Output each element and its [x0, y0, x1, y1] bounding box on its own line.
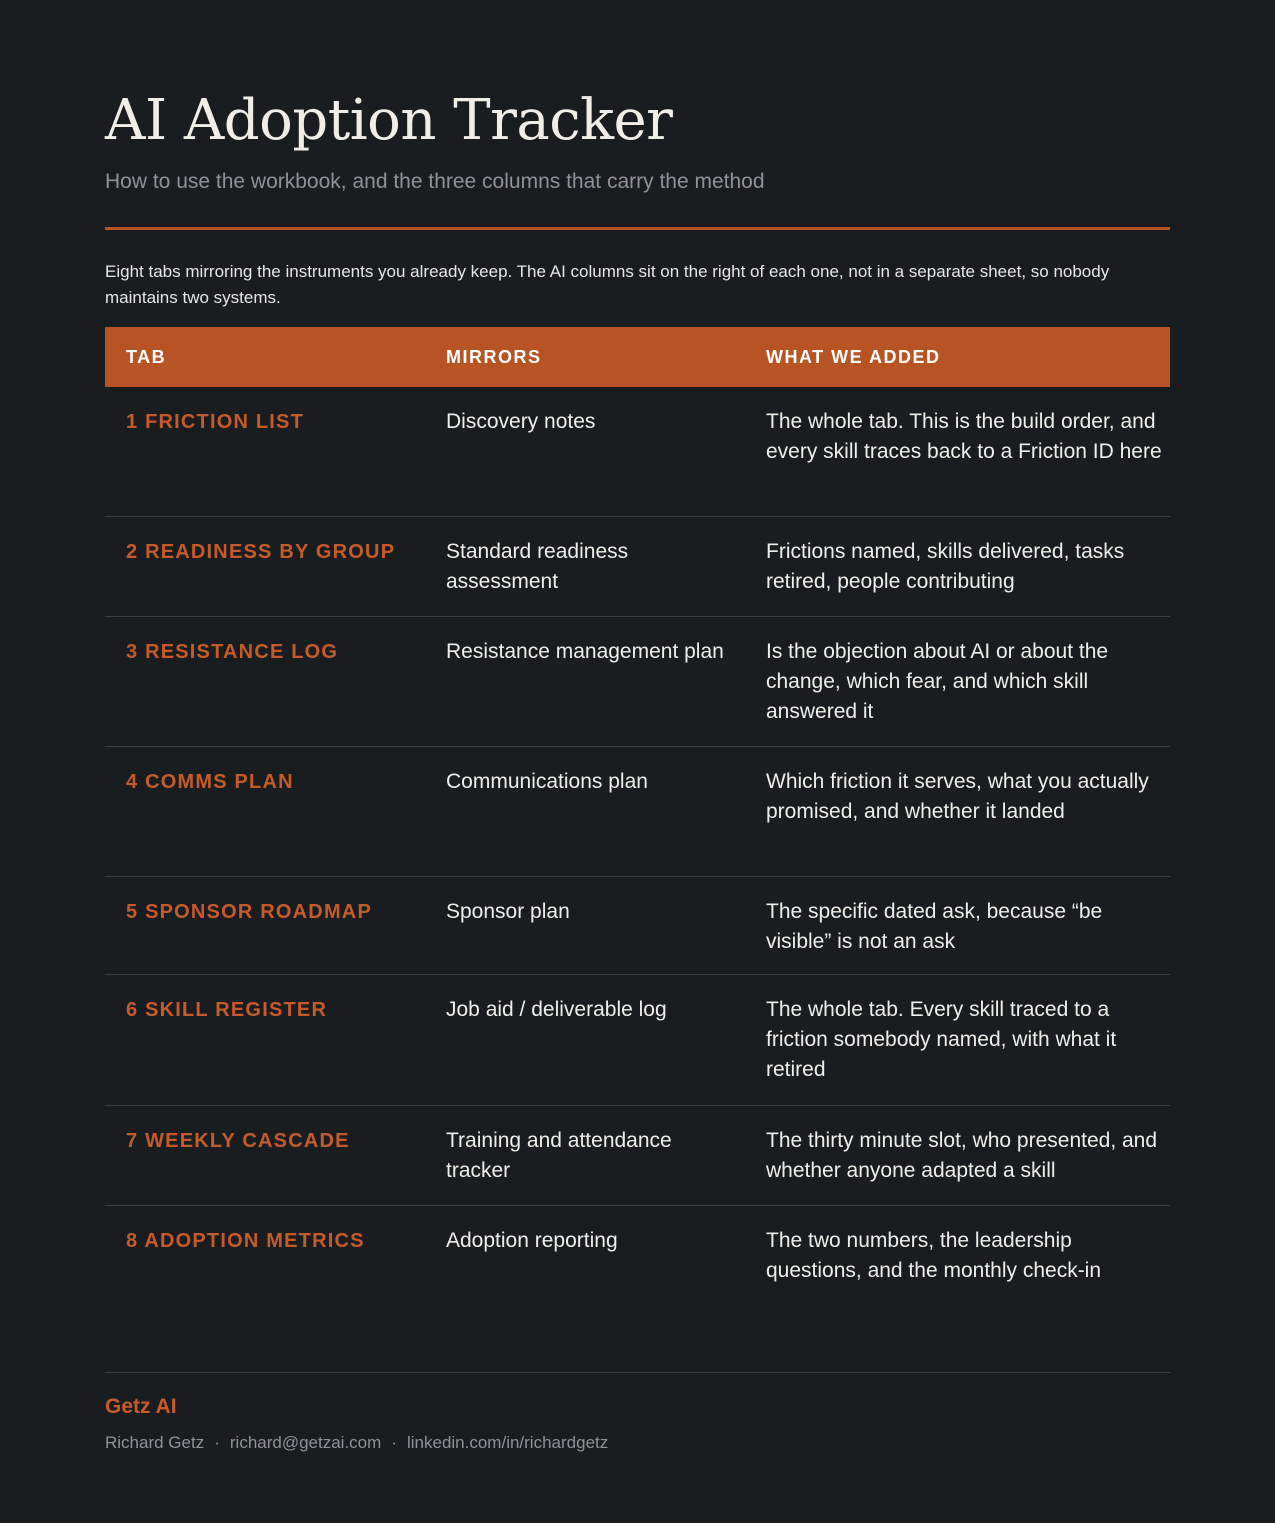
mirrors-cell: Training and attendance tracker: [446, 1129, 672, 1182]
tab-name: 5 SPONSOR ROADMAP: [126, 901, 372, 923]
table-row: [105, 1206, 1170, 1306]
table-row: [105, 1106, 1170, 1206]
separator-dot: ·: [391, 1433, 397, 1452]
table-row: [105, 975, 1170, 1106]
column-header-tab: TAB: [126, 347, 167, 367]
column-header-mirrors: MIRRORS: [446, 347, 542, 367]
table-header: [105, 327, 1170, 387]
mirrors-cell: Discovery notes: [446, 410, 596, 433]
table-row: [105, 617, 1170, 747]
added-cell: The specific dated ask, because “be visible” is not an ask: [766, 900, 1103, 953]
separator-dot: ·: [214, 1433, 220, 1452]
contact-line: [105, 1432, 608, 1454]
tab-name: 6 SKILL REGISTER: [126, 999, 328, 1021]
tab-name: 2 READINESS BY GROUP: [126, 541, 396, 563]
tab-name: 8 ADOPTION METRICS: [126, 1230, 365, 1252]
intro-paragraph: Eight tabs mirroring the instruments you already keep. The AI columns sit on the right of each one, not in a separate sheet, so nobody maintains two systems.: [105, 262, 1110, 307]
table-row: [105, 387, 1170, 517]
tab-name: 4 COMMS PLAN: [126, 771, 294, 793]
mirrors-cell: Job aid / deliverable log: [446, 998, 667, 1021]
tabs-table: [105, 327, 1170, 1306]
title-divider: [105, 227, 1170, 230]
mirrors-cell: Resistance management plan: [446, 640, 724, 663]
added-cell: The two numbers, the leadership questions, and the monthly check-in: [766, 1229, 1102, 1282]
added-cell: The whole tab. Every skill traced to a friction somebody named, with what it retired: [766, 998, 1117, 1081]
mirrors-cell: Adoption reporting: [446, 1229, 618, 1252]
tab-name: 3 RESISTANCE LOG: [126, 641, 339, 663]
tab-name: 7 WEEKLY CASCADE: [126, 1130, 350, 1152]
table-row: [105, 517, 1170, 617]
added-cell: Which friction it serves, what you actually promised, and whether it landed: [766, 770, 1149, 823]
table-row: [105, 877, 1170, 975]
mirrors-cell: Communications plan: [446, 770, 648, 793]
author-name: Richard Getz: [105, 1433, 205, 1452]
added-cell: Is the objection about AI or about the change, which fear, and which skill answered it: [766, 640, 1109, 723]
column-header-what-we-added: WHAT WE ADDED: [766, 347, 941, 367]
tab-name: 1 FRICTION LIST: [126, 411, 304, 433]
mirrors-cell: Sponsor plan: [446, 900, 570, 923]
table-row: [105, 747, 1170, 877]
page-title: AI Adoption Tracker: [105, 88, 673, 153]
added-cell: Frictions named, skills delivered, tasks retired, people contributing: [766, 540, 1125, 593]
page-subtitle: How to use the workbook, and the three columns that carry the method: [105, 170, 765, 193]
footer-divider: [105, 1372, 1170, 1373]
mirrors-cell: Standard readiness assessment: [446, 540, 629, 593]
added-cell: The whole tab. This is the build order, and every skill traces back to a Friction ID here: [766, 410, 1162, 463]
added-cell: The thirty minute slot, who presented, and whether anyone adapted a skill: [766, 1129, 1158, 1182]
email-link[interactable]: richard@getzai.com: [229, 1433, 382, 1452]
linkedin-link[interactable]: linkedin.com/in/richardgetz: [406, 1433, 609, 1452]
brand-name: Getz AI: [105, 1395, 177, 1418]
